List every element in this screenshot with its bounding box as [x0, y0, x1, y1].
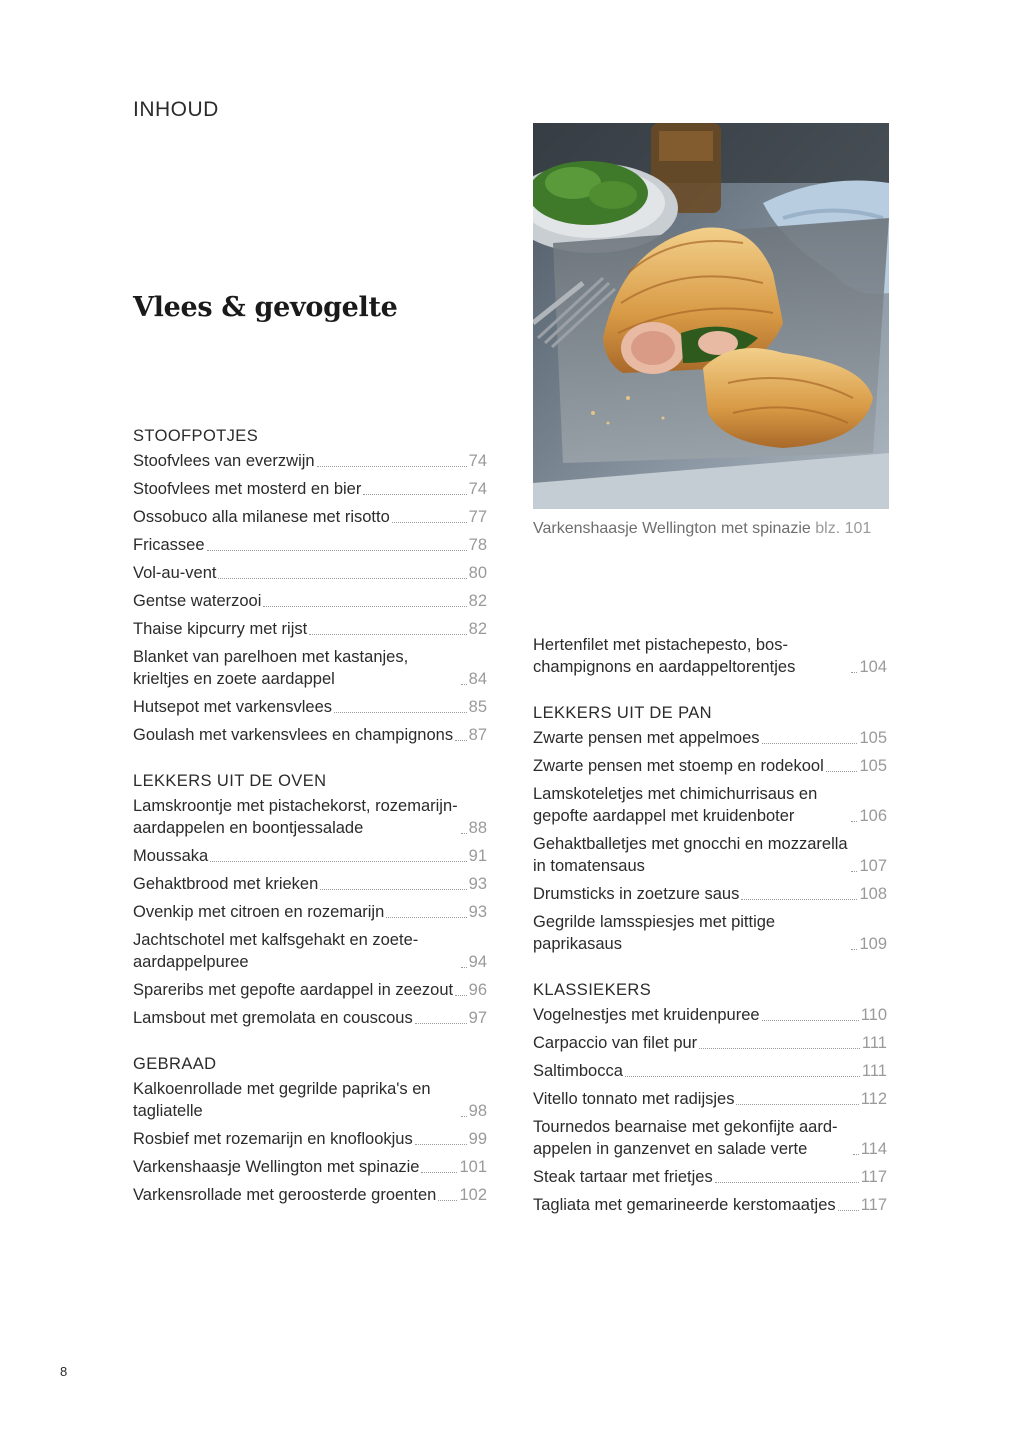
- toc-entry[interactable]: [133, 1007, 487, 1029]
- entry-page: 80: [468, 564, 487, 582]
- entry-title: Spareribs met gepofte aardappel in zeezout: [133, 981, 454, 999]
- entry-title: Zwarte pensen met stoemp en rodekool: [533, 757, 824, 775]
- chapter-title: Vlees & gevogelte: [133, 292, 398, 323]
- dot-leader: [826, 771, 858, 772]
- toc-section: [533, 702, 887, 955]
- entry-title: Hutsepot met varkensvlees: [133, 698, 333, 716]
- entry-page: 101: [459, 1158, 487, 1176]
- toc-entry[interactable]: [533, 1004, 887, 1026]
- toc-entry[interactable]: [533, 1116, 887, 1160]
- entry-title: Tagliata met gemarineerde kerstomaatjes: [533, 1196, 836, 1214]
- dot-leader: [309, 634, 466, 635]
- toc-section: [533, 979, 887, 1216]
- entry-page: 109: [859, 935, 887, 953]
- entry-title: Blanket van parelhoen met kastanjes, krieltjes en zoete aardappel: [133, 648, 409, 688]
- entry-title: Rosbief met rozemarijn en knoflookjus: [133, 1130, 413, 1148]
- entry-title: Ovenkip met citroen en rozemarijn: [133, 903, 385, 921]
- toc-entry[interactable]: [533, 1194, 887, 1216]
- toc-entry[interactable]: [533, 1166, 887, 1188]
- toc-entry[interactable]: [133, 696, 487, 718]
- dot-leader: [455, 995, 467, 996]
- dot-leader: [851, 672, 857, 673]
- entry-page: 94: [468, 953, 487, 971]
- dot-leader: [461, 967, 467, 968]
- photo-caption: [533, 520, 871, 538]
- entry-page: 74: [468, 480, 487, 498]
- entry-page: 111: [861, 1062, 887, 1080]
- entry-page: 84: [468, 670, 487, 688]
- toc-entry[interactable]: [533, 883, 887, 905]
- entry-page: 85: [468, 698, 487, 716]
- toc-entry[interactable]: [133, 1078, 487, 1122]
- toc-section: [133, 425, 487, 746]
- entry-page: 88: [468, 819, 487, 837]
- entry-title: Hertenfilet met pistachepesto, bos-champignons en aardappeltorentjes: [533, 636, 796, 676]
- dot-leader: [455, 740, 467, 741]
- entry-page: 93: [468, 903, 487, 921]
- toc-entry[interactable]: [533, 727, 887, 749]
- entry-title: Ossobuco alla milanese met risotto: [133, 508, 390, 526]
- entry-page: 74: [468, 452, 487, 470]
- entry-page: 112: [860, 1090, 887, 1108]
- entry-title: Kalkoenrollade met gegrilde paprika's en tagliatelle: [133, 1080, 431, 1120]
- entry-page: 114: [860, 1140, 887, 1158]
- dot-leader: [715, 1182, 859, 1183]
- entry-title: Lamskoteletjes met chimichurrisaus en gepofte aardappel met kruidenboter: [533, 785, 818, 825]
- entry-title: Gegrilde lamsspiesjes met pittige paprikasaus: [533, 913, 776, 953]
- dot-leader: [320, 889, 466, 890]
- dot-leader: [392, 522, 467, 523]
- toc-entry[interactable]: [533, 1032, 887, 1054]
- entry-title: Vogelnestjes met kruidenpuree: [533, 1006, 760, 1024]
- section-heading: LEKKERS UIT DE PAN: [533, 704, 712, 722]
- page-number: 8: [60, 1364, 68, 1379]
- toc-entry[interactable]: [133, 562, 487, 584]
- entry-title: Vitello tonnato met radijsjes: [533, 1090, 735, 1108]
- toc-entry[interactable]: [533, 1088, 887, 1110]
- dot-leader: [461, 684, 467, 685]
- dot-leader: [461, 833, 467, 834]
- entry-page: 108: [859, 885, 887, 903]
- entry-title: Gentse waterzooi: [133, 592, 262, 610]
- section-heading: LEKKERS UIT DE OVEN: [133, 772, 327, 790]
- toc-entry[interactable]: [533, 783, 887, 827]
- dot-leader: [851, 821, 857, 822]
- dot-leader: [263, 606, 466, 607]
- dot-leader: [461, 1116, 467, 1117]
- entry-title: Stoofvlees met mosterd en bier: [133, 480, 362, 498]
- toc-entry[interactable]: [533, 1060, 887, 1082]
- entry-page: 105: [859, 729, 887, 747]
- entry-title: Gehaktballetjes met gnocchi en mozzarella in tomatensaus: [533, 835, 848, 875]
- dot-leader: [851, 949, 857, 950]
- entry-title: Carpaccio van filet pur: [533, 1034, 698, 1052]
- dot-leader: [415, 1023, 467, 1024]
- dot-leader: [334, 712, 467, 713]
- entry-title: Varkenshaasje Wellington met spinazie: [133, 1158, 420, 1176]
- food-photo: [533, 123, 889, 509]
- toc-section: [133, 770, 487, 1029]
- dot-leader: [762, 1020, 859, 1021]
- toc-entry[interactable]: [133, 478, 487, 500]
- toc-entry[interactable]: [133, 450, 487, 472]
- dot-leader: [736, 1104, 858, 1105]
- toc-entry[interactable]: [133, 1128, 487, 1150]
- toc-section: [133, 1053, 487, 1206]
- entry-page: 91: [468, 847, 487, 865]
- photo-caption-page: blz. 101: [815, 520, 872, 537]
- dot-leader: [317, 466, 467, 467]
- entry-title: Zwarte pensen met appelmoes: [533, 729, 760, 747]
- toc-entry[interactable]: [133, 901, 487, 923]
- entry-title: Varkensrollade met geroosterde groenten: [133, 1186, 437, 1204]
- dot-leader: [363, 494, 466, 495]
- entry-page: 106: [859, 807, 887, 825]
- page-header: INHOUD: [133, 98, 219, 121]
- toc-entry[interactable]: [533, 911, 887, 955]
- dot-leader: [699, 1048, 860, 1049]
- entry-title: Tournedos bearnaise met gekonfijte aard-appelen in ganzenvet en salade verte: [533, 1118, 838, 1158]
- toc-section: [533, 634, 887, 678]
- entry-page: 110: [860, 1006, 887, 1024]
- dot-leader: [838, 1210, 859, 1211]
- entry-page: 99: [468, 1130, 487, 1148]
- entry-title: Vol-au-vent: [133, 564, 217, 582]
- toc-entry[interactable]: [533, 634, 887, 678]
- entry-page: 96: [468, 981, 487, 999]
- toc-entry[interactable]: [133, 845, 487, 867]
- dot-leader: [625, 1076, 860, 1077]
- toc-entry[interactable]: [133, 534, 487, 556]
- toc-column-left: [133, 425, 487, 1212]
- entry-title: Saltimbocca: [533, 1062, 623, 1080]
- toc-entry[interactable]: [133, 929, 487, 973]
- entry-title: Stoofvlees van everzwijn: [133, 452, 315, 470]
- entry-page: 97: [468, 1009, 487, 1027]
- toc-entry[interactable]: [133, 1184, 487, 1206]
- entry-title: Gehaktbrood met krieken: [133, 875, 319, 893]
- dot-leader: [415, 1144, 467, 1145]
- toc-entry[interactable]: [133, 873, 487, 895]
- entry-page: 93: [468, 875, 487, 893]
- dot-leader: [210, 861, 466, 862]
- dot-leader: [853, 1154, 859, 1155]
- dot-leader: [386, 917, 466, 918]
- entry-page: 104: [859, 658, 887, 676]
- entry-page: 87: [468, 726, 487, 744]
- entry-title: Goulash met varkensvlees en champignons: [133, 726, 454, 744]
- entry-title: Thaise kipcurry met rijst: [133, 620, 308, 638]
- entry-title: Fricassee: [133, 536, 205, 554]
- entry-page: 111: [861, 1034, 887, 1052]
- toc-entry[interactable]: [133, 979, 487, 1001]
- entry-page: 98: [468, 1102, 487, 1120]
- entry-title: Steak tartaar met frietjes: [533, 1168, 713, 1186]
- dot-leader: [218, 578, 466, 579]
- toc-entry[interactable]: [133, 618, 487, 640]
- toc-entry[interactable]: [133, 506, 487, 528]
- entry-page: 77: [468, 508, 487, 526]
- toc-entry[interactable]: [133, 795, 487, 839]
- entry-page: 102: [459, 1186, 487, 1204]
- toc-entry[interactable]: [533, 833, 887, 877]
- entry-title: Lamsbout met gremolata en couscous: [133, 1009, 413, 1027]
- entry-page: 82: [468, 620, 487, 638]
- entry-title: Drumsticks in zoetzure saus: [533, 885, 740, 903]
- entry-page: 117: [860, 1168, 887, 1186]
- section-heading: GEBRAAD: [133, 1055, 217, 1073]
- dot-leader: [421, 1172, 457, 1173]
- dot-leader: [438, 1200, 457, 1201]
- toc-entry[interactable]: [133, 646, 487, 690]
- photo-caption-title: Varkenshaasje Wellington met spinazie: [533, 520, 811, 537]
- entry-page: 107: [859, 857, 887, 875]
- dot-leader: [762, 743, 858, 744]
- toc-column-right: [533, 634, 887, 1222]
- toc-entry[interactable]: [533, 755, 887, 777]
- entry-page: 78: [468, 536, 487, 554]
- toc-entry[interactable]: [133, 724, 487, 746]
- toc-entry[interactable]: [133, 1156, 487, 1178]
- dot-leader: [207, 550, 467, 551]
- entry-title: Jachtschotel met kalfsgehakt en zoete-aardappelpuree: [133, 931, 419, 971]
- entry-page: 117: [860, 1196, 887, 1214]
- section-heading: STOOFPOTJES: [133, 427, 259, 445]
- toc-entry[interactable]: [133, 590, 487, 612]
- section-heading: KLASSIEKERS: [533, 981, 652, 999]
- dot-leader: [741, 899, 857, 900]
- entry-page: 105: [859, 757, 887, 775]
- entry-page: 82: [468, 592, 487, 610]
- entry-title: Lamskroontje met pistachekorst, rozemarijn-aardappelen en boontjessalade: [133, 797, 458, 837]
- entry-title: Moussaka: [133, 847, 209, 865]
- dot-leader: [851, 871, 857, 872]
